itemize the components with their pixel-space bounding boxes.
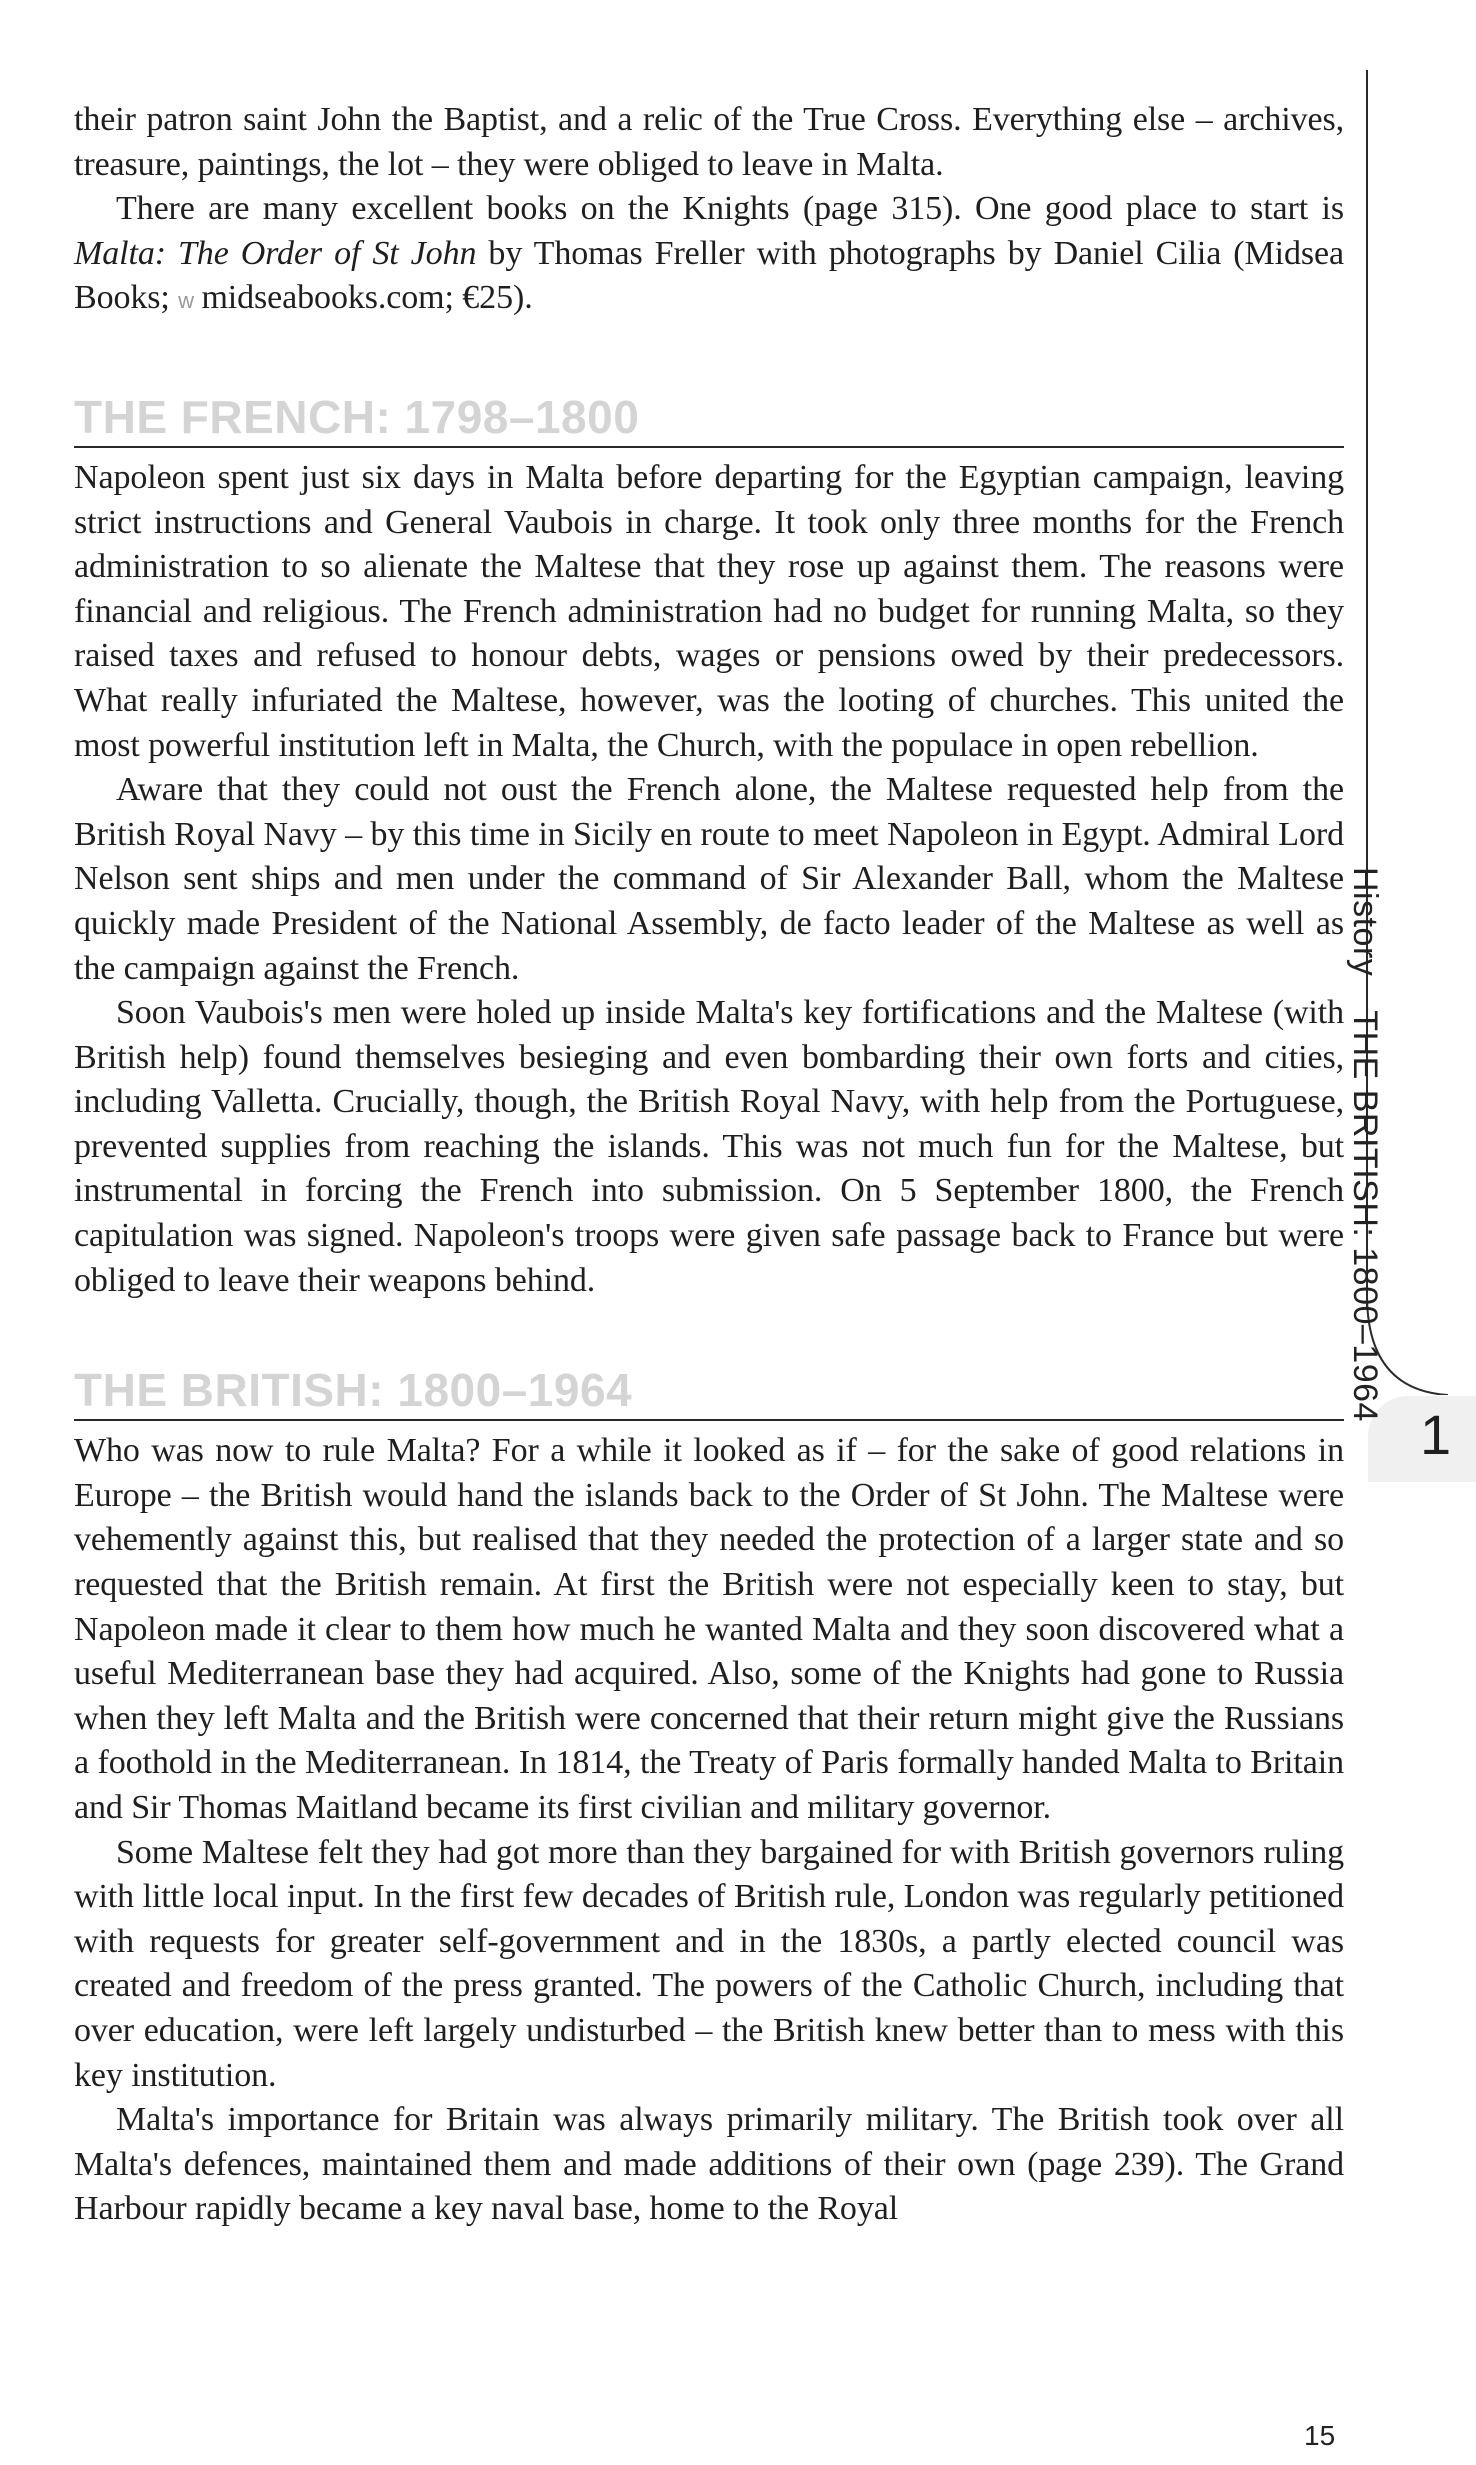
section-heading-british [74,1361,1344,1421]
french-paragraph-3: Soon Vaubois's men were holed up inside Malta's key fortifications and the Maltese (with British help) found themselves besieging and even bombarding their own forts and cities, including Valletta. Crucially, though, the British Royal Navy, with help from the Portuguese, prevented supplies from reaching the islands. This was not much fun for the Maltese, but instrumental in forcing the French into submission. On 5 September 1800, the French capitulation was signed. Napoleon's troops were given safe passage back to France but were obliged to leave their weapons behind. [74,994,1344,1299]
british-paragraph-1: Who was now to rule Malta? For a while it looked as if – for the sake of good relations in Europe – the British would hand the islands back to the Order of St John. The Maltese were vehemently against this, but realised that they needed the protection of a larger state and so requested that the British remain. At first the British were not especially keen to stay, but Napoleon made it clear to them how much he wanted Malta and they soon discovered what a useful Mediterranean base they had acquired. Also, some of the Knights had gone to Russia when they left Malta and the British were concerned that their return might give the Russians a foothold in the Mediterranean. In 1814, the Treaty of Paris formally handed Malta to Britain and Sir Thomas Maitland became its first civilian and military governor. [74,1432,1344,1826]
running-head-chapter: History [1346,867,1384,977]
page-number: 15 [1304,2420,1336,2451]
intro-paragraph-2 [74,187,1344,324]
section-heading-french [74,388,1344,448]
british-paragraph-3: Malta's importance for Britain was always primarily military. The British took over all Malta's defences, maintained them and made additions of their own (page 239). The Grand Harbour rapidly became a key naval base, home to the Royal [74,2101,1344,2228]
intro-p2-after-title: by Thomas Freller with photographs by Daniel Cilia (Midsea Books; [74,234,1345,317]
text-column [74,98,1344,2232]
intro-paragraph-1: their patron saint John the Baptist, and a relic of the True Cross. Everything else – archives, treasure, paintings, the lot – they were obliged to leave in Malta. [74,101,1344,183]
intro-p2-end: midseabooks.com; €25). [193,279,533,317]
section-heading-british-text: THE BRITISH: 1800–1964 [74,1364,633,1417]
intro-p2-before-title: There are many excellent books on the Knights (page 315). One good place to start is [116,190,1344,228]
running-head-section: THE BRITISH: 1800–1964 [1346,1010,1384,1422]
french-paragraph-1: Napoleon spent just six days in Malta before departing for the Egyptian campaign, leaving strict instructions and General Vaubois in charge. It took only three months for the French administration to so alienate the Maltese that they rose up against them. The reasons were financial and religious. The French administration had no budget for running Malta, so they raised taxes and refused to honour debts, wages or pensions owed by their predecessors. What really infuriated the Maltese, however, was the looting of churches. This united the most powerful institution left in Malta, the Church, with the populace in open rebellion. [74,458,1344,764]
french-paragraph-2: Aware that they could not oust the French alone, the Maltese requested help from the British Royal Navy – by this time in Sicily en route to meet Napoleon in Egypt. Admiral Lord Nelson sent ships and men under the command of Sir Alexander Ball, whom the Maltese quickly made President of the National Assembly, de facto leader of the Maltese as well as the campaign against the French. [74,771,1344,987]
section-heading-french-text: THE FRENCH: 1798–1800 [74,390,640,443]
running-head [1345,867,1384,1422]
british-paragraph-2: Some Maltese felt they had got more than they bargained for with British governors ruling with little local input. In the first few decades of British rule, London was regularly petitioned with requests for greater self-government and in the 1830s, a partly elected council was created and freedom of the press granted. The powers of the Catholic Church, including that over education, were left largely undisturbed – the British knew better than to mess with this key institution. [74,1833,1344,2094]
book-title: Malta: The Order of St John [74,234,477,272]
chapter-tab-number: 1 [1420,1403,1452,1466]
web-icon: w [178,288,194,314]
